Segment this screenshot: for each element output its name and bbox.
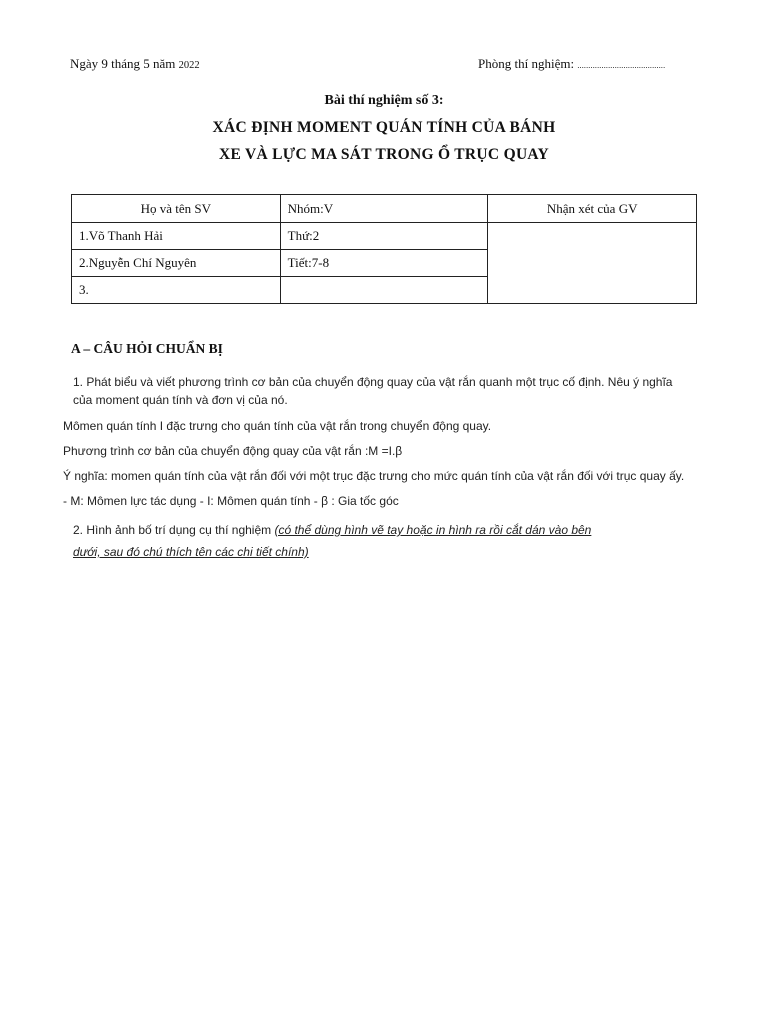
session-info-cell [280,277,488,304]
answer-line-4: - M: Mômen lực tác dụng - I: Mômen quán tính - β : Gia tốc góc [63,494,399,508]
date-line [70,56,200,72]
question-2-prefix: 2. Hình ảnh bố trí dụng cụ thí nghiệm [73,523,275,537]
lab-line [478,56,665,72]
lab-dots: ........................................ [577,61,666,70]
date-text: Ngày 9 tháng 5 năm [70,56,179,71]
table-header-row [72,195,697,223]
header-group: Nhóm:V [280,195,488,223]
table-row [72,223,697,250]
question-1-line-1: 1. Phát biểu và viết phương trình cơ bản của chuyển động quay của vật rắn quanh một trục cố định. Nêu ý nghĩa [73,375,673,389]
date-year: 2022 [178,60,200,71]
title-line-2: XE VÀ LỰC MA SÁT TRONG Ổ TRỤC QUAY [218,146,550,163]
question-2-note-2: dưới, sau đó chú thích tên các chi tiết chính) [73,545,309,559]
student-info-table [71,194,697,304]
question-2 [73,519,591,563]
header-teacher-comment: Nhận xét của GV [488,195,697,223]
section-a-heading: A – CÂU HỎI CHUẨN BỊ [71,341,223,356]
question-2-line-1 [73,519,591,541]
lab-label: Phòng thí nghiệm: [478,56,578,71]
question-2-note-1: (có thể dùng hình vẽ tay hoặc in hình ra rồi cắt dán vào bên [274,523,592,537]
teacher-comment-cell [488,223,697,304]
title-line-1: XÁC ĐỊNH MOMENT QUÁN TÍNH CỦA BÁNH [212,119,556,136]
student-name-cell: 1.Võ Thanh Hải [72,223,281,250]
question-2-line-2 [73,541,591,563]
experiment-number: Bài thí nghiệm số 3: [324,93,444,108]
student-name-cell: 2.Nguyễn Chí Nguyên [72,250,281,277]
question-1-line-2: của moment quán tính và đơn vị của nó. [73,392,288,407]
answer-line-1: Mômen quán tính I đặc trưng cho quán tính của vật rắn trong chuyển động quay. [63,419,492,433]
answer-line-2: Phương trình cơ bản của chuyển động quay của vật rắn :M =I.β [63,444,403,458]
answer-line-3: Ý nghĩa: momen quán tính của vật rắn đối với một trục đặc trưng cho mức quán tính của vật rắn đối với trục quay ấy. [63,469,685,483]
session-info-cell: Thứ:2 [280,223,488,250]
question-1 [73,374,672,409]
header-student-name: Họ và tên SV [72,195,281,223]
session-info-cell: Tiết:7-8 [280,250,488,277]
student-name-cell: 3. [72,277,281,304]
